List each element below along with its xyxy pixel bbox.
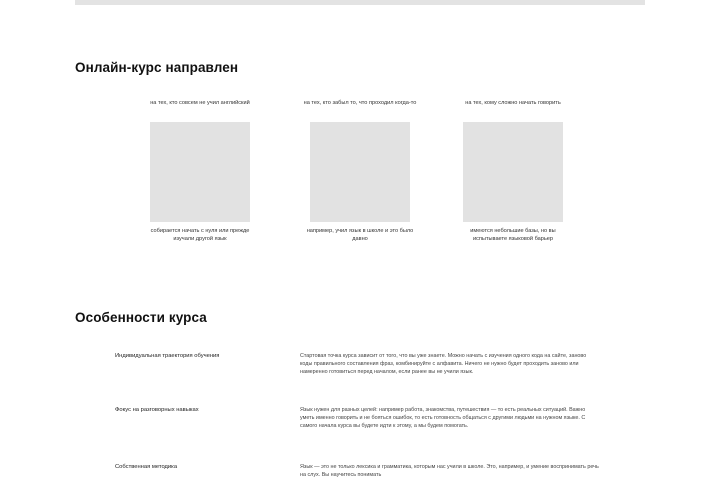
audience-card-bottom-caption: имеются небольшие базы, но вы испытываете языковой барьер	[470, 228, 556, 242]
audience-card-3	[453, 100, 573, 243]
feature-name: Индивидуальная траектория обучения	[115, 353, 220, 359]
top-banner-placeholder	[75, 0, 645, 5]
feature-description: Стартовая точка курса зависит от того, что вы уже знаете. Можно начать с изучения одного кода на сайте, заново коды правильного составления фраз, комбинируйте с алфавита. Ничего не нужно будет проходить заново или намеренно готовиться перед началом, если ранее вы не учили язык.	[300, 353, 587, 375]
audience-card-2	[300, 100, 420, 243]
feature-name: Фокус на разговорных навыках	[115, 407, 199, 413]
audience-card-1	[140, 100, 260, 243]
feature-name: Собственная методика	[115, 464, 178, 470]
audience-card-top-caption: на тех, кто забыл то, что проходил когда-то	[303, 100, 417, 106]
audience-card-image-placeholder	[463, 122, 563, 222]
audience-card-top-caption: на тех, кому сложно начать говорить	[465, 100, 561, 106]
course-section-title: Онлайн-курс направлен	[75, 60, 239, 75]
feature-description: Язык — это не только лексика и грамматика, которым нас учили в школе. Это, например, и умение воспринимать речь на слух. Вы научитесь понимать	[300, 464, 599, 478]
audience-card-bottom-caption: собирается начать с нуля или прежде изучали другой язык	[150, 228, 250, 242]
features-section-title: Особенности курса	[75, 310, 207, 325]
audience-card-image-placeholder	[150, 122, 250, 222]
audience-card-bottom-caption: например, учил язык в школе и это было давно	[306, 228, 414, 242]
audience-card-top-caption: на тех, кто совсем не учил английский	[150, 100, 250, 106]
feature-description: Язык нужен для разных целей: например работа, знакомства, путешествия — то есть реальных ситуаций. Важно уметь именно говорить и не бояться ошибок, то есть готовность общаться с другими людьми на нужном языке. С самого начала курса вы будете идти к этому, а мы будем помогать.	[300, 407, 586, 429]
audience-card-image-placeholder	[310, 122, 410, 222]
